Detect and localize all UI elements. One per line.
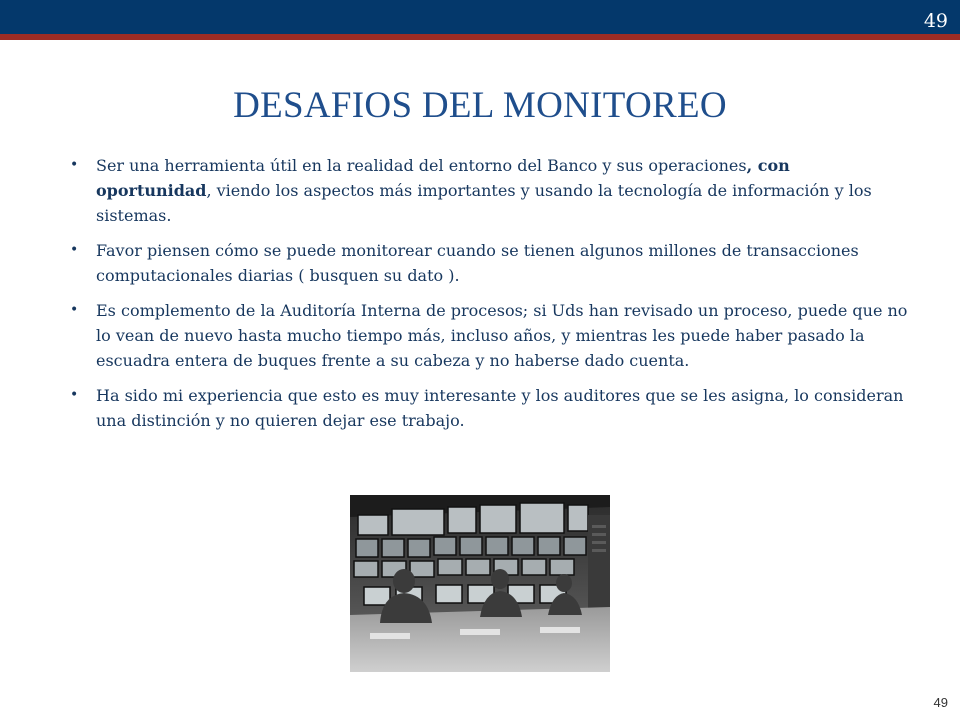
monitoring-room-photo	[350, 495, 610, 672]
bullet-item	[70, 153, 910, 228]
header-stripe	[0, 34, 960, 40]
bullet-text: Ha sido mi experiencia que esto es muy interesante y los auditores que se les asigna, lo consideran una distinción y no quieren dejar ese trabajo.	[96, 386, 904, 430]
bullet-text: Es complemento de la Auditoría Interna de procesos; si Uds han revisado un proceso, puede que no lo vean de nuevo hasta mucho tiempo más, incluso años, y mientras les puede haber pasado la escuadra entera de buques frente a su cabeza y no haberse dado cuenta.	[96, 301, 908, 370]
page-number-top: 49	[923, 10, 948, 32]
bullet-item	[70, 298, 910, 373]
bullet-marker: •	[70, 157, 79, 173]
bullet-marker: •	[70, 242, 79, 258]
bullet-text: Favor piensen cómo se puede monitorear cuando se tienen algunos millones de transacciones computacionales diarias ( busquen su dato ).	[96, 241, 859, 285]
header-bar	[0, 0, 960, 34]
slide-title: DESAFIOS DEL MONITOREO	[233, 85, 727, 126]
bullet-bold-text: , con oportunidad	[96, 156, 790, 200]
bullet-text: Ser una herramienta útil en la realidad del entorno del Banco y sus operaciones	[96, 156, 747, 175]
bullet-marker: •	[70, 302, 79, 318]
bullet-text: , viendo los aspectos más importantes y usando la tecnología de información y los sistemas.	[96, 181, 872, 225]
bullet-item	[70, 383, 910, 433]
page-number-bottom: 49	[933, 695, 948, 710]
bullet-marker: •	[70, 387, 79, 403]
bullet-list	[70, 153, 910, 443]
bullet-item	[70, 238, 910, 288]
